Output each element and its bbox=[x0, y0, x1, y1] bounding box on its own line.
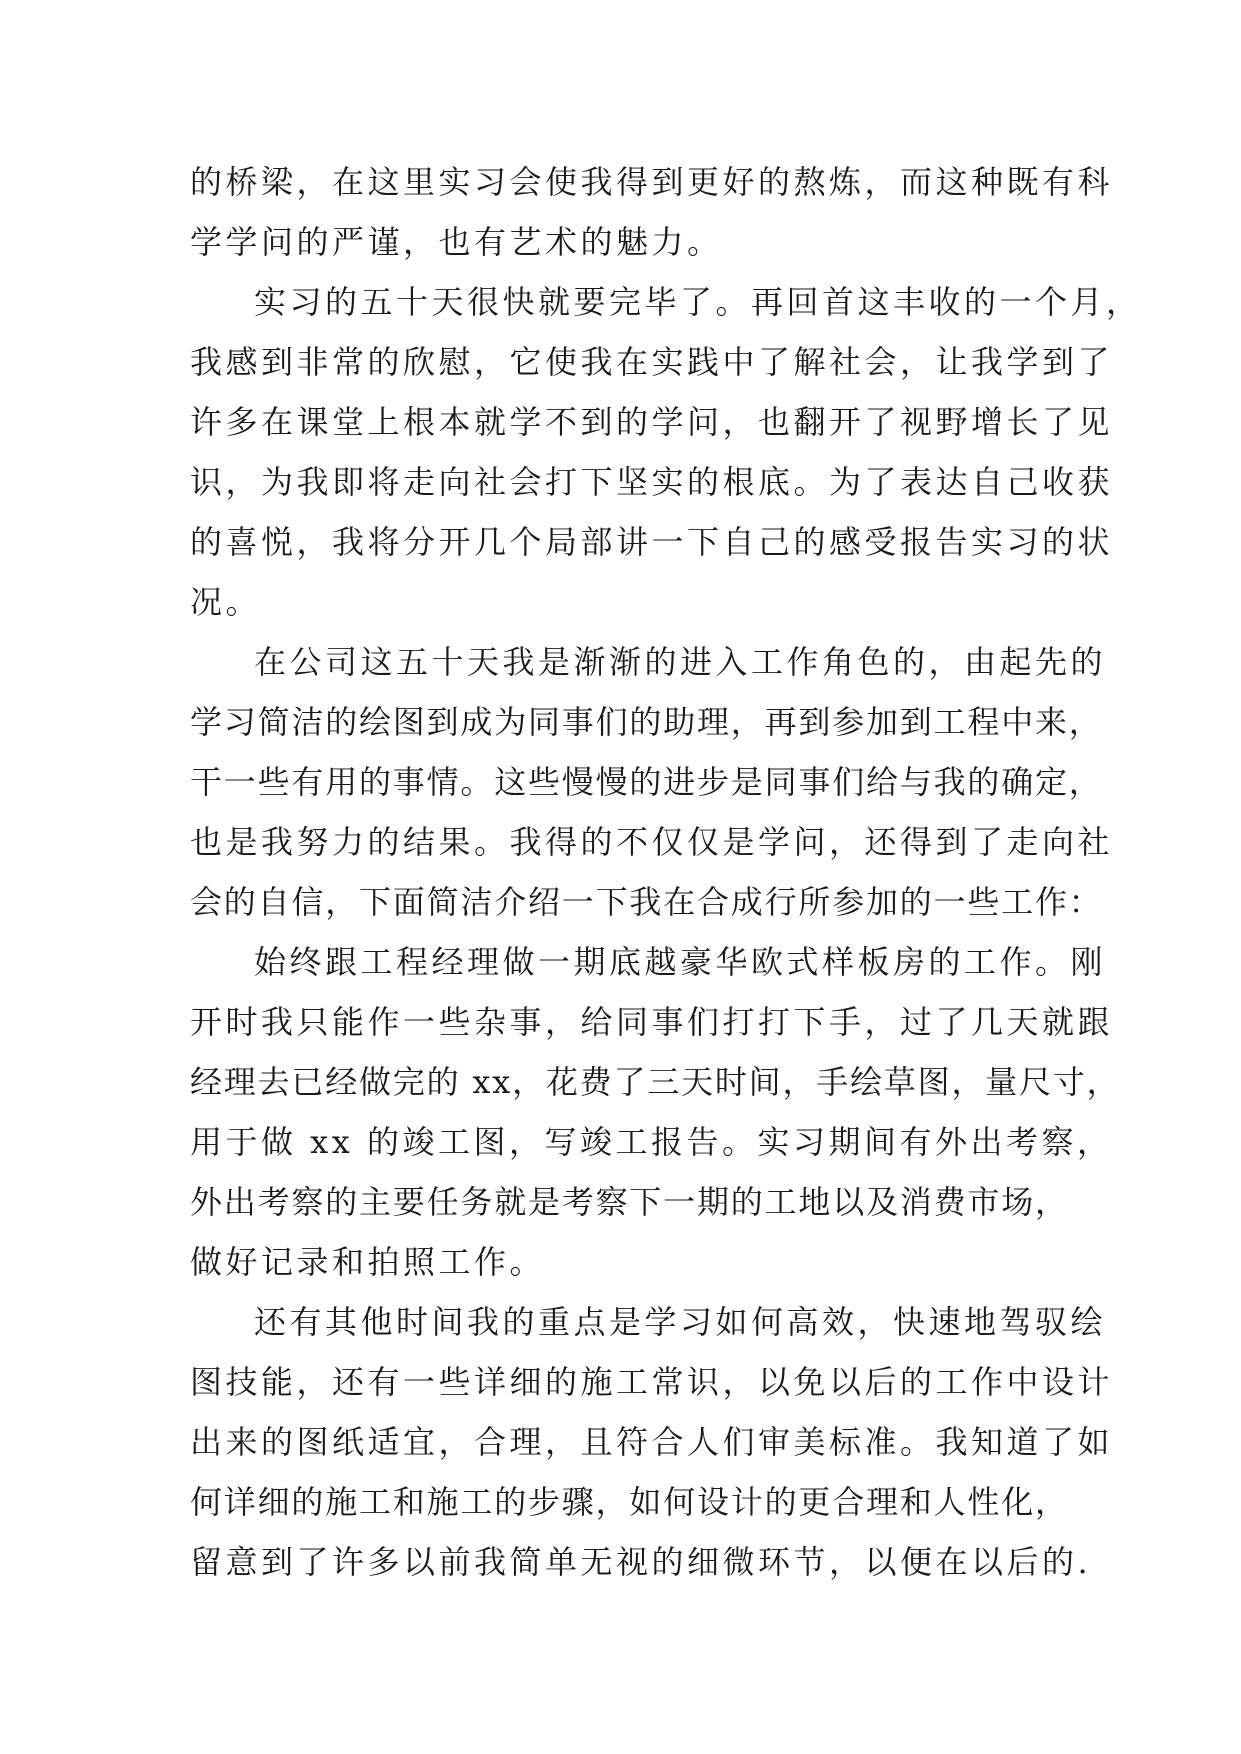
text-line: 开时我只能作一些杂事，给同事们打打下手，过了几天就跟 bbox=[190, 1003, 1114, 1041]
text-line: 况。 bbox=[190, 583, 262, 621]
text-line: 的桥梁，在这里实习会使我得到更好的熬炼，而这种既有科 bbox=[190, 163, 1114, 201]
paragraph-first-line: 还有其他时间我的重点是学习如何高效，快速地驾驭绘 bbox=[254, 1303, 1107, 1341]
text-line: 用于做 xx 的竣工图，写竣工报告。实习期间有外出考察， bbox=[190, 1123, 1113, 1161]
paragraph-first-line: 在公司这五十天我是渐渐的进入工作角色的，由起先的 bbox=[254, 643, 1107, 681]
paragraph-first-line: 实习的五十天很快就要完毕了。再回首这丰收的一个月， bbox=[254, 283, 1142, 321]
text-line: 做好记录和拍照工作。 bbox=[190, 1243, 546, 1281]
text-line: 图技能，还有一些详细的施工常识，以免以后的工作中设计 bbox=[190, 1363, 1114, 1401]
text-line: 外出考察的主要任务就是考察下一期的工地以及消费市场， bbox=[190, 1183, 1069, 1221]
text-line: 干一些有用的事情。这些慢慢的进步是同事们给与我的确定， bbox=[190, 763, 1103, 801]
text-line: 学习简洁的绘图到成为同事们的助理，再到参加到工程中来， bbox=[190, 703, 1103, 741]
paragraph-first-line: 始终跟工程经理做一期底越豪华欧式样板房的工作。刚 bbox=[254, 943, 1107, 981]
body-text bbox=[190, 152, 1142, 1592]
text-line: 会的自信，下面简洁介绍一下我在合成行所参加的一些工作： bbox=[190, 883, 1103, 921]
text-line: 的喜悦，我将分开几个局部讲一下自己的感受报告实习的状 bbox=[190, 523, 1114, 561]
text-line: 留意到了许多以前我简单无视的细微环节，以便在以后的. bbox=[190, 1543, 1092, 1581]
text-line: 出来的图纸适宜，合理，且符合人们审美标准。我知道了如 bbox=[190, 1423, 1114, 1461]
text-line: 识，为我即将走向社会打下坚实的根底。为了表达自己收获 bbox=[190, 463, 1114, 501]
text-line: 许多在课堂上根本就学不到的学问，也翻开了视野增长了见 bbox=[190, 403, 1114, 441]
text-line: 我感到非常的欣慰，它使我在实践中了解社会，让我学到了 bbox=[190, 343, 1114, 381]
text-line: 也是我努力的结果。我得的不仅仅是学问，还得到了走向社 bbox=[190, 823, 1114, 861]
text-line: 学学问的严谨，也有艺术的魅力。 bbox=[190, 223, 723, 261]
text-line: 经理去已经做完的 xx，花费了三天时间，手绘草图，量尺寸， bbox=[190, 1063, 1121, 1101]
text-line: 何详细的施工和施工的步骤，如何设计的更合理和人性化， bbox=[190, 1483, 1069, 1521]
